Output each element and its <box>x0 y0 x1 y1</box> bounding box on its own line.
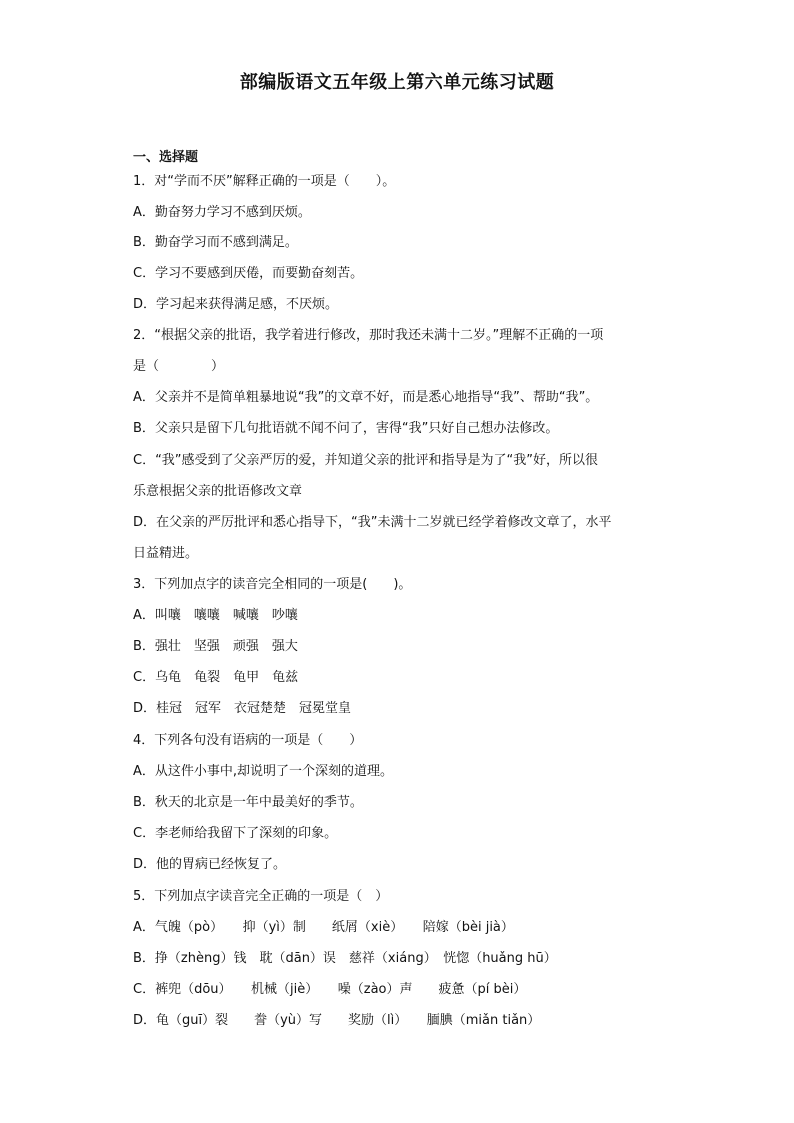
question-4-option-c: C．李老师给我留下了深刻的印象。 <box>133 826 338 841</box>
question-1-option-a: A．勤奋努力学习不感到厌烦。 <box>133 205 311 220</box>
question-3-stem: 3．下列加点字的读音完全相同的一项是( )。 <box>133 577 412 592</box>
question-3-option-b: B．强壮 坚强 顽强 强大 <box>133 639 298 654</box>
question-4-option-a: A．从这件小事中,却说明了一个深刻的道理。 <box>133 764 394 779</box>
page-title: 部编版语文五年级上第六单元练习试题 <box>239 72 555 93</box>
question-4-stem: 4．下列各句没有语病的一项是（ ） <box>133 733 363 748</box>
question-1-stem: 1．对“学而不厌”解释正确的一项是（ ）。 <box>133 174 396 189</box>
section-heading: 一、选择题 <box>133 150 199 165</box>
question-3-option-d: D．桂冠 冠军 衣冠楚楚 冠冕堂皇 <box>133 701 352 716</box>
question-4-option-d: D．他的胃病已经恢复了。 <box>133 857 287 872</box>
question-3-option-a: A．叫嚷 嚷嚷 喊嚷 吵嚷 <box>133 608 298 623</box>
question-5-option-b: B．挣（zhèng）钱 耽（dān）误 慈祥（xiáng） 恍惚（huǎng hū） <box>133 951 557 966</box>
question-2-stem: 2．“根据父亲的批语，我学着进行修改，那时我还未满十二岁。”理解不正确的一项 <box>133 328 604 343</box>
question-2-option-c: C．“我”感受到了父亲严厉的爱，并知道父亲的批评和指导是为了“我”好，所以很 <box>133 453 599 468</box>
question-2-option-b: B．父亲只是留下几句批语就不闻不问了，害得“我”只好自己想办法修改。 <box>133 421 559 436</box>
question-1-option-b: B．勤奋学习而不感到满足。 <box>133 235 298 250</box>
question-2-option-d: D．在父亲的严厉批评和悉心指导下，“我”未满十二岁就已经学着修改文章了，水平 <box>133 515 612 530</box>
question-2-stem-cont: 是（ ） <box>133 359 225 374</box>
question-2-option-c-cont: 乐意根据父亲的批语修改文章 <box>133 484 303 499</box>
question-4-option-b: B．秋天的北京是一年中最美好的季节。 <box>133 795 363 810</box>
question-1-option-d: D．学习起来获得满足感，不厌烦。 <box>133 297 339 312</box>
question-2-option-d-cont: 日益精进。 <box>133 546 199 561</box>
question-1-option-c: C．学习不要感到厌倦，而要勤奋刻苦。 <box>133 266 364 281</box>
question-3-option-c: C．乌龟 龟裂 龟甲 龟兹 <box>133 670 299 685</box>
question-5-stem: 5．下列加点字读音完全正确的一项是（ ） <box>133 889 389 904</box>
question-5-option-c: C．裤兜（dōu） 机械（jiè） 噪（zào）声 疲惫（pí bèi） <box>133 982 527 997</box>
question-5-option-a: A．气魄（pò） 抑（yì）制 纸屑（xiè） 陪嫁（bèi jià） <box>133 920 514 935</box>
question-5-option-d: D．龟（guī）裂 誊（yù）写 奖励（lì） 腼腆（miǎn tiǎn） <box>133 1013 541 1028</box>
question-2-option-a: A．父亲并不是简单粗暴地说“我”的文章不好，而是悉心地指导“我”、帮助“我”。 <box>133 390 599 405</box>
